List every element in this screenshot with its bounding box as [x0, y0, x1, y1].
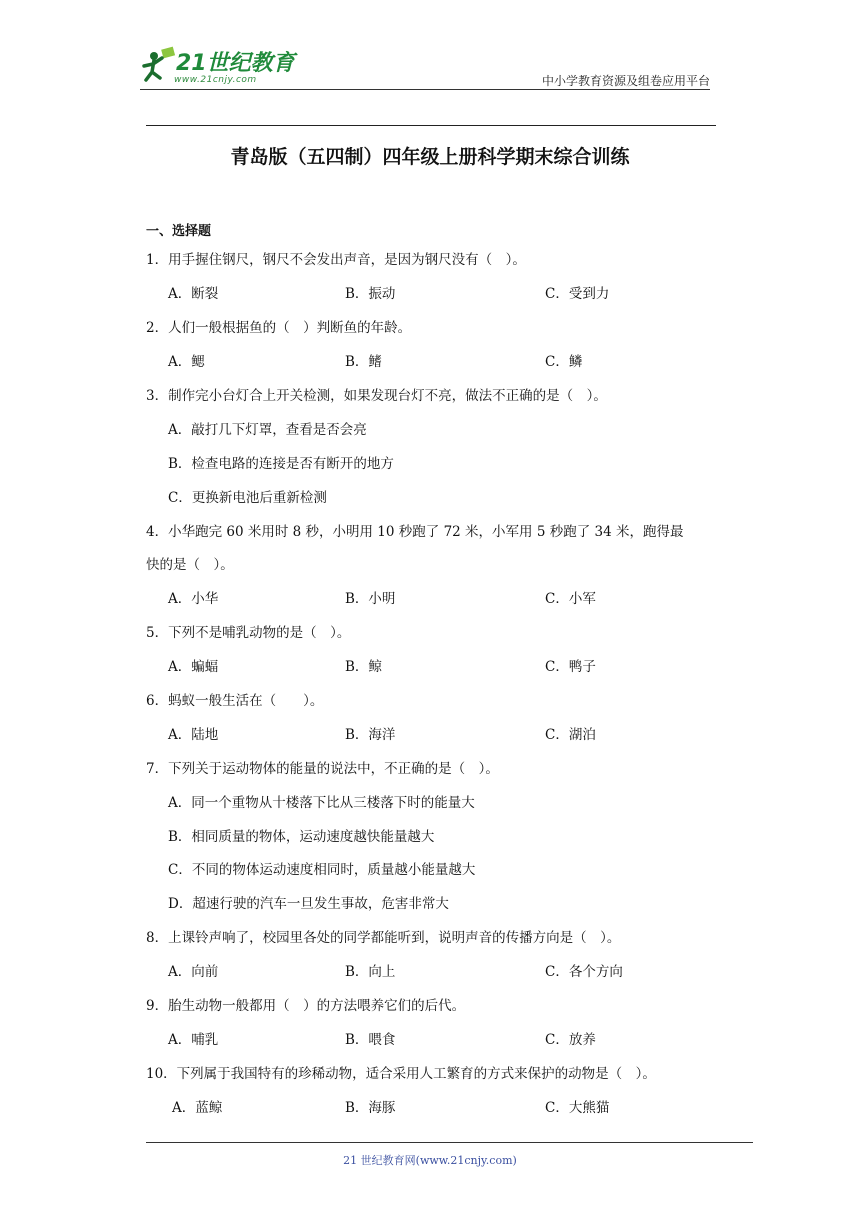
- option-c: C．鳞: [545, 354, 583, 370]
- question-2: 2．人们一般根据鱼的（ ）判断鱼的年龄。: [146, 320, 412, 336]
- option-a: A．小华: [168, 591, 219, 607]
- option-a: A．陆地: [168, 727, 219, 743]
- question-4: 4．小华跑完 60 米用时 8 秒，小明用 10 秒跑了 72 米，小军用 5 秒跑了 34 米，跑得最: [146, 524, 684, 540]
- header-divider: [140, 89, 710, 90]
- section-heading: 一、选择题: [146, 224, 212, 239]
- title-rule: [146, 125, 716, 126]
- option-b: B．检查电路的连接是否有断开的地方: [168, 456, 394, 472]
- option-c: C．各个方向: [545, 964, 623, 980]
- question-3: 3．制作完小台灯合上开关检测，如果发现台灯不亮，做法不正确的是（ ）。: [146, 388, 607, 404]
- option-a: A．鳃: [168, 354, 205, 370]
- option-c: C．受到力: [545, 286, 610, 302]
- option-b: B．喂食: [345, 1032, 396, 1048]
- question-9: 9．胎生动物一般都用（ ）的方法喂养它们的后代。: [146, 998, 466, 1014]
- option-b: B．鳍: [345, 354, 382, 370]
- option-c: C．大熊猫: [545, 1100, 610, 1116]
- option-c: C．小军: [545, 591, 596, 607]
- question-1: 1．用手握住钢尺，钢尺不会发出声音，是因为钢尺没有（ ）。: [146, 252, 526, 268]
- option-a: A．哺乳: [168, 1032, 219, 1048]
- option-a: A．蓝鲸: [172, 1100, 223, 1116]
- option-b: B．相同质量的物体，运动速度越快能量越大: [168, 829, 435, 845]
- option-b: B．振动: [345, 286, 396, 302]
- option-c: C．湖泊: [545, 727, 596, 743]
- option-c: C．鸭子: [545, 659, 596, 675]
- option-a: A．敲打几下灯罩，查看是否会亮: [168, 422, 367, 438]
- logo-text: 21世纪教育: [176, 51, 295, 76]
- option-b: B．海豚: [345, 1100, 396, 1116]
- option-a: A．同一个重物从十楼落下比从三楼落下时的能量大: [168, 795, 475, 811]
- option-b: B．向上: [345, 964, 396, 980]
- option-a: A．蝙蝠: [168, 659, 219, 675]
- question-4-continued: 快的是（ ）。: [146, 557, 234, 573]
- footer-divider: [146, 1142, 753, 1143]
- option-a: A．断裂: [168, 286, 219, 302]
- logo-url: www.21cnjy.com: [174, 75, 257, 85]
- doc-title: 青岛版（五四制）四年级上册科学期末综合训练: [230, 146, 630, 168]
- option-b: B．小明: [345, 591, 396, 607]
- option-c: C．更换新电池后重新检测: [168, 490, 327, 506]
- question-8: 8．上课铃声响了，校园里各处的同学都能听到，说明声音的传播方向是（ ）。: [146, 930, 621, 946]
- site-logo: [140, 44, 320, 90]
- option-b: B．海洋: [345, 727, 396, 743]
- question-6: 6．蚂蚁一般生活在（ ）。: [146, 693, 324, 709]
- option-a: A．向前: [168, 964, 219, 980]
- option-d: D．超速行驶的汽车一旦发生事故，危害非常大: [168, 896, 449, 912]
- option-c: C．不同的物体运动速度相同时，质量越小能量越大: [168, 862, 476, 878]
- header-tagline: 中小学教育资源及组卷应用平台: [541, 74, 710, 88]
- question-5: 5．下列不是哺乳动物的是（ ）。: [146, 625, 351, 641]
- question-10: 10．下列属于我国特有的珍稀动物，适合采用人工繁育的方式来保护的动物是（ ）。: [146, 1066, 656, 1082]
- option-c: C．放养: [545, 1032, 596, 1048]
- question-7: 7．下列关于运动物体的能量的说法中，不正确的是（ ）。: [146, 761, 499, 777]
- footer-link[interactable]: 21 世纪教育网(www.21cnjy.com): [343, 1154, 517, 1167]
- option-b: B．鲸: [345, 659, 382, 675]
